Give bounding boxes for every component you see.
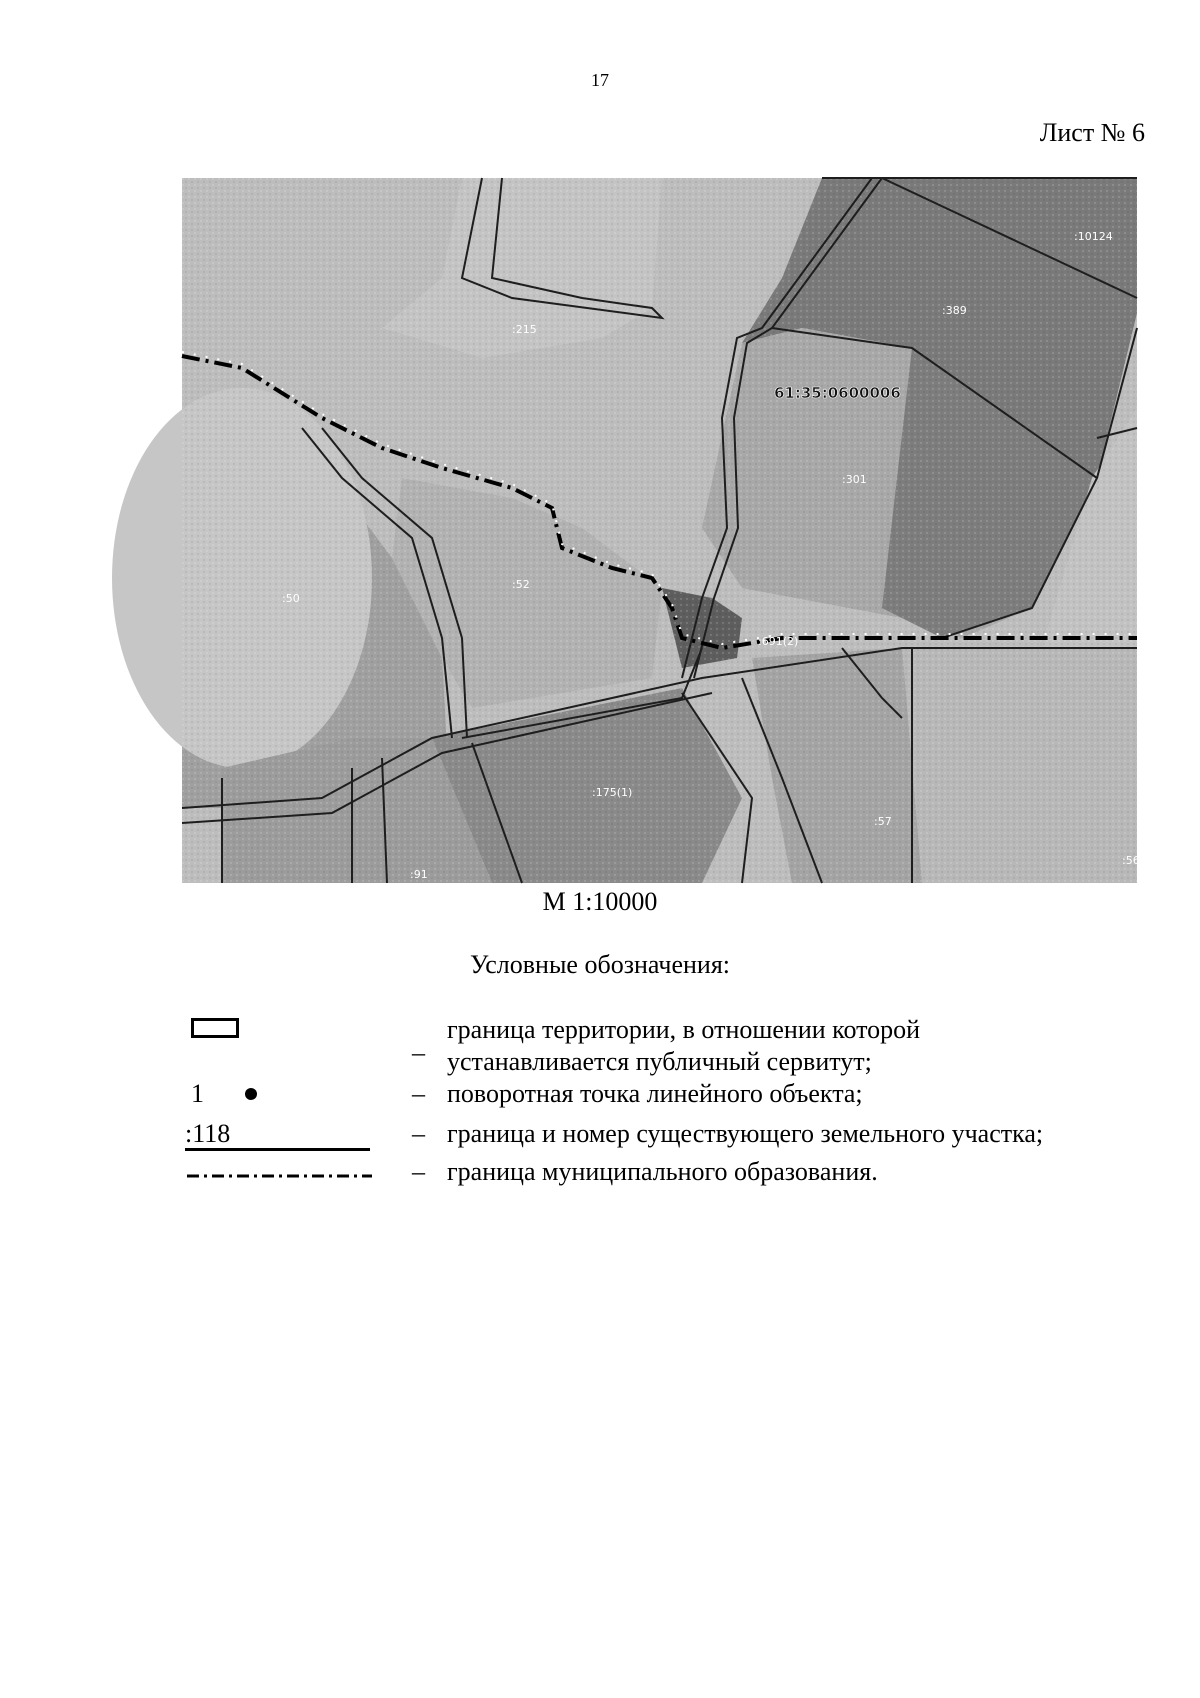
legend (185, 1014, 1145, 1194)
dash-dot-line-icon (187, 1174, 372, 1177)
parcel-label: :91 (410, 868, 428, 881)
legend-item-turning-point (185, 1078, 1145, 1118)
parcel-label: :50 (282, 592, 300, 605)
legend-description: граница муниципального образования. (447, 1157, 878, 1186)
legend-dash: – (412, 1157, 425, 1186)
cadastral-map (182, 178, 1140, 883)
parcel-label: :10124 (1074, 230, 1113, 243)
legend-dash: – (412, 1119, 425, 1148)
cadastral-block-label: 61:35:0600006 (774, 384, 901, 402)
legend-item-municipal-boundary (185, 1156, 1145, 1194)
parcel-label: :52 (512, 578, 530, 591)
legend-dash: _ (412, 1029, 425, 1058)
parcel-label: :175(1) (592, 786, 633, 799)
parcel-line-icon (185, 1148, 370, 1151)
page-number: 17 (591, 70, 609, 90)
legend-title: Условные обозначения: (469, 950, 731, 979)
legend-dash: – (412, 1079, 425, 1108)
parcel-label: :56 (1122, 854, 1140, 867)
sheet-label: Лист № 6 (1039, 118, 1145, 147)
parcel-label: :215 (512, 323, 537, 336)
parcel-label: :389 (942, 304, 967, 317)
legend-description: устанавливается публичный сервитут; (447, 1047, 872, 1076)
legend-description: граница территории, в отношении которой (447, 1015, 921, 1044)
legend-description: поворотная точка линейного объекта; (447, 1079, 863, 1108)
legend-item-parcel-boundary (185, 1118, 1145, 1156)
point-icon (245, 1088, 257, 1100)
parcel-label: :301 (842, 473, 867, 486)
point-number: 1 (191, 1079, 204, 1108)
parcel-label: :57 (874, 815, 892, 828)
legend-item-servitude-boundary (185, 1014, 1145, 1078)
rectangle-icon (191, 1018, 239, 1038)
legend-description: граница и номер существующего земельного участка; (447, 1119, 1044, 1148)
parcel-number-sample: :118 (185, 1119, 231, 1148)
parcel-label: :691(2) (758, 635, 799, 648)
map-scale: М 1:10000 (542, 887, 658, 916)
